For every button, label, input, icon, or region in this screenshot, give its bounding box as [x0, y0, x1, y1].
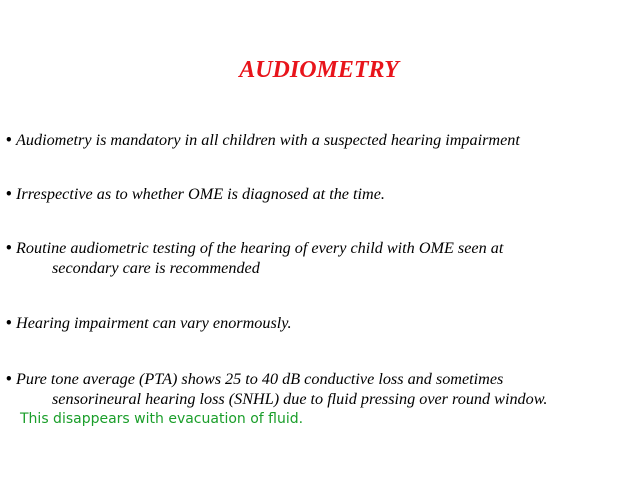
bullet-continuation: secondary care is recommended	[52, 259, 260, 277]
bullet-item	[6, 313, 636, 333]
bullet-item	[6, 130, 636, 150]
bullet-text: Audiometry is mandatory in all children with a suspected hearing impairment	[16, 131, 520, 149]
slide-title: AUDIOMETRY	[239, 57, 399, 83]
bullet-continuation: sensorineural hearing loss (SNHL) due to fluid pressing over round window.	[52, 390, 548, 408]
bullet-dot-icon: •	[6, 370, 12, 388]
bullet-dot-icon: •	[6, 239, 12, 257]
bullet-text: Hearing impairment can vary enormously.	[16, 314, 292, 332]
bullet-dot-icon: •	[6, 185, 12, 203]
bullet-dot-icon: •	[6, 131, 12, 149]
bullet-text: Routine audiometric testing of the hearing of every child with OME seen at	[16, 239, 504, 257]
bullet-item	[6, 184, 636, 204]
green-note: This disappears with evacuation of fluid.	[20, 411, 304, 427]
bullet-item	[6, 369, 636, 409]
bullet-text: Pure tone average (PTA) shows 25 to 40 dB conductive loss and sometimes	[16, 370, 504, 388]
bullet-text: Irrespective as to whether OME is diagnosed at the time.	[16, 185, 385, 203]
bullet-item	[6, 238, 636, 278]
bullet-dot-icon: •	[6, 314, 12, 332]
